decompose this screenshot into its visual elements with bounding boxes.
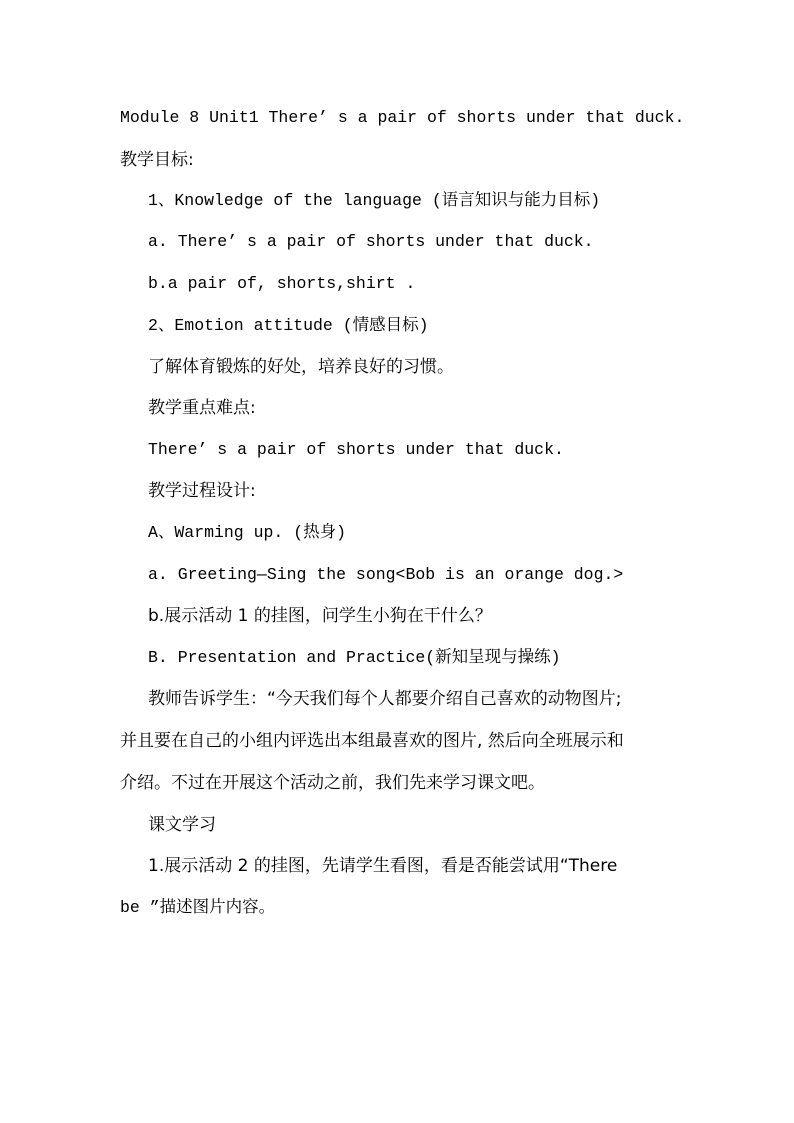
goal-1-item-a: a. There’ s a pair of shorts under that duck. xyxy=(148,232,594,251)
paragraph-1-line-2: 并且要在自己的小组内评选出本组最喜欢的图片, 然后向全班展示和 xyxy=(120,731,624,751)
step-a-item-a: a. Greeting—Sing the song<Bob is an orange dog.> xyxy=(148,565,624,584)
key-points-heading: 教学重点难点: xyxy=(148,398,256,418)
process-heading: 教学过程设计: xyxy=(148,481,256,501)
paragraph-1-line-3: 介绍。不过在开展这个活动之前，我们先来学习课文吧。 xyxy=(120,773,545,793)
document-title: Module 8 Unit1 There’ s a pair of shorts under that duck. xyxy=(120,108,685,127)
step-1-line-1: 1.展示活动 2 的挂图，先请学生看图，看是否能尝试用“There xyxy=(148,856,618,876)
teaching-goals-heading: 教学目标: xyxy=(120,150,194,170)
goal-2-text: 了解体育锻炼的好处，培养良好的习惯。 xyxy=(148,357,454,377)
step-b-presentation: B. Presentation and Practice(新知呈现与操练) xyxy=(148,648,561,667)
step-a-warming-up: A、Warming up. (热身) xyxy=(148,523,347,542)
paragraph-1-line-1: 教师告诉学生：“今天我们每个人都要介绍自己喜欢的动物图片; xyxy=(148,689,622,709)
goal-1: 1、Knowledge of the language (语言知识与能力目标) xyxy=(148,191,601,210)
goal-1-item-b: b.a pair of, shorts,shirt . xyxy=(148,274,416,293)
goal-2: 2、Emotion attitude (情感目标) xyxy=(148,316,429,335)
key-points-text: There’ s a pair of shorts under that duck. xyxy=(148,440,564,459)
lesson-heading: 课文学习 xyxy=(148,815,216,835)
step-a-item-b: b.展示活动 1 的挂图，问学生小狗在干什么？ xyxy=(148,606,492,626)
step-1-line-2: be ”描述图片内容。 xyxy=(120,898,276,917)
